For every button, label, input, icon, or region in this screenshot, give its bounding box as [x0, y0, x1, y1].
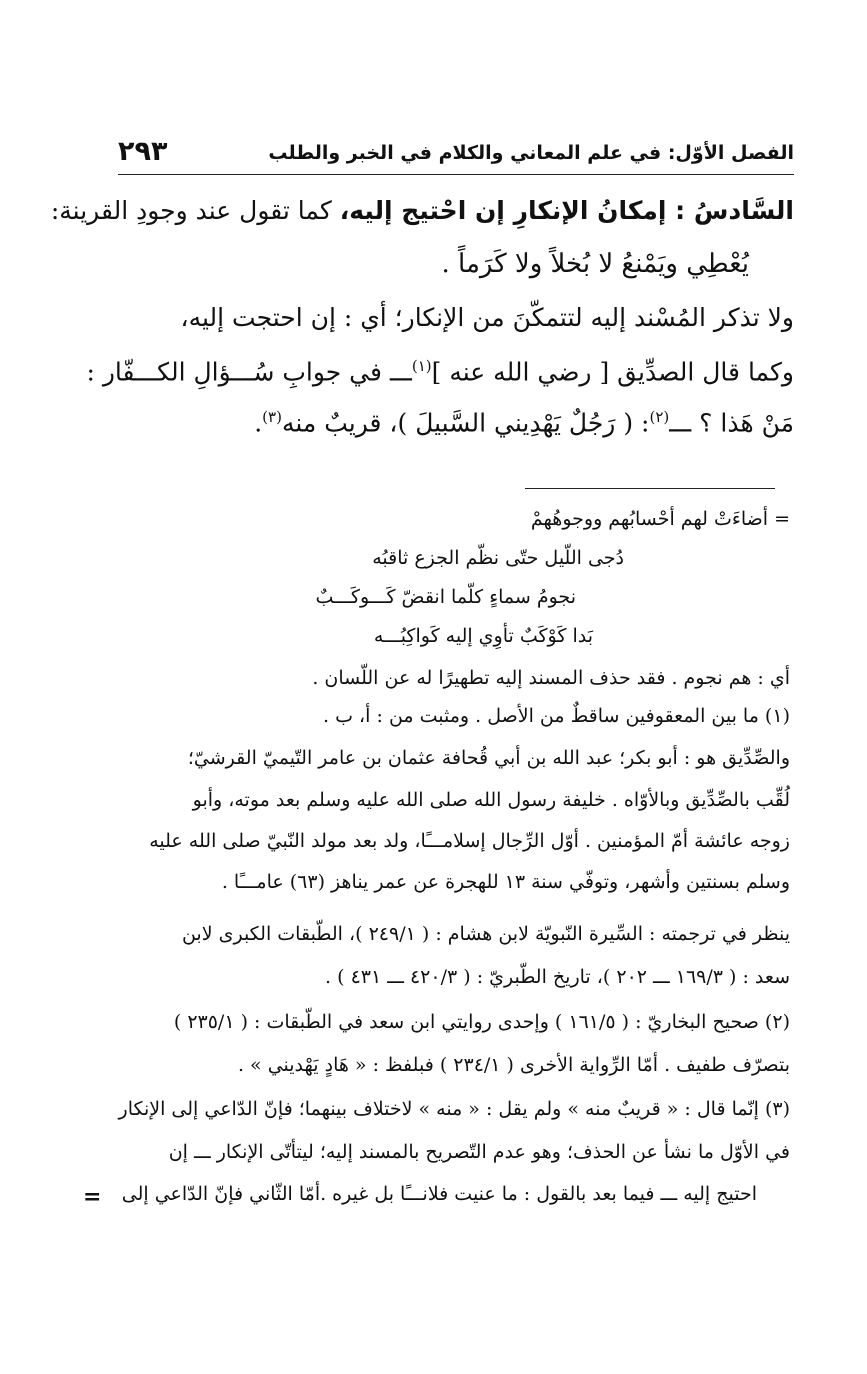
footnote-1-line-6: ينظر في ترجمته : السِّيرة النّبويّة لابن هشام : ( ٢٤٩/١ )، الطّبقات الكبرى لابن [181, 923, 790, 945]
footnote-1-line-4: زوجه عائشة أمّ المؤمنين . أوّل الرِّجال إسلامـــًا، ولد بعد مولد النّبيّ صلى الله عليه [149, 830, 790, 852]
main-line-5-a: مَنْ هَذا ؟ ـــ [669, 408, 794, 438]
footnote-text: أي : هم نجوم . فقد حذف المسند إليه تطهيرًا له عن اللّسان . [312, 667, 790, 689]
poem-line-3: بَدا كَوْكَبٌ تأوِي إليه كَواكِبُـــه [373, 625, 593, 647]
main-line-5 [254, 408, 794, 437]
footnote-1-line-3: لُقِّب بالصِّدِّيق وبالأوّاه . خليفة رسول الله صلى الله عليه وسلم بعد موته، وأبو [192, 789, 790, 811]
footnote-3-line-2: في الأوّل ما نشأ عن الحذف؛ وهو عدم التّصريح بالمسند إليه؛ ليتأتّى الإنكار ـــ إن [168, 1141, 790, 1163]
main-line-5-b: : ( رَجُلٌ يَهْدِيني السَّبيلَ )، قريبٌ منه [281, 408, 650, 438]
continued-mark: = [83, 1184, 102, 1210]
main-line-4-b: ـــ في جوابِ سُـــؤالِ الكـــفّار : [86, 357, 412, 387]
footnote-ref-3[interactable]: (٣) [262, 408, 282, 426]
footnote-separator [525, 488, 775, 489]
footnote-2-line-2: بتصرّف طفيف . أمّا الرِّواية الأخرى ( ٢٣٤/١ ) فبلفظ : « هَادٍ يَهْديني » . [237, 1054, 790, 1076]
footnote-1-line-5: وسلم بسنتين وأشهر، وتوفّي سنة ١٣ للهجرة عن عمر يناهز (٦٣) عامـــًا . [221, 871, 790, 893]
main-line-5-end: . [254, 408, 263, 438]
main-line-4 [86, 357, 794, 386]
main-line-4-a: وكما قال الصدِّيق [ رضي الله عنه ] [431, 357, 794, 387]
poem-line-1: دُجى اللّيل حتّى نظّم الجزع ثاقبُه [372, 547, 624, 569]
footnote-ref-2[interactable]: (٢) [649, 408, 670, 426]
footnote-3: (٣) إنّما قال : « قريبٌ منه » ولم يقل : « منه » لاختلاف بينهما؛ فإنّ الدّاعي إلى الإنكار [118, 1098, 790, 1120]
footnote-3-line-3: احتيج إليه ـــ فيما بعد بالقول : ما عنيت فلانـــًا بل غيره .أمّا الثّاني فإنّ الدّاعي إلى [121, 1183, 757, 1205]
poem-line-2: نجومُ سماءٍ كلّما انقضّ كَـــوكَـــبٌ [315, 586, 576, 608]
footnote-continuation-line: = أضاءَتْ لهم أحْسابُهم ووجوهُهمْ [530, 508, 790, 530]
main-line-1-rest: كما تقول عند وجودِ القرينة: [50, 196, 340, 225]
page-number: ٢٩٣ [118, 136, 168, 167]
main-line-3: ولا تذكر المُسْند إليه لتتمكّنَ من الإنكار؛ أي : إن احتجت إليه، [180, 303, 794, 332]
section-heading: السَّادسُ : إمكانُ الإنكارِ إن احْتيج إليه، [339, 196, 794, 225]
running-header [118, 138, 794, 174]
header-rule [118, 174, 794, 175]
verse-quote: يُعْطِي ويَمْنعُ لا بُخلاً ولا كَرَماً . [441, 249, 749, 279]
footnote-1-line-7: سعد : ( ١٦٩/٣ ـــ ٢٠٢ )، تاريخ الطّبريّ : ( ٤٢٠/٣ ـــ ٤٣١ ) . [325, 966, 790, 988]
footnote-1: (١) ما بين المعقوفين ساقطٌ من الأصل . ومثبت من : أ، ب . [323, 705, 790, 727]
footnote-ref-1[interactable]: (١) [411, 357, 432, 375]
main-line-1 [51, 196, 794, 225]
footnote-2: (٢) صحيح البخاريّ : ( ١٦١/٥ ) وإحدى روايتي ابن سعد في الطّبقات : ( ٢٣٥/١ ) [173, 1011, 790, 1033]
footnote-1-line-2: والصِّدِّيق هو : أبو بكر؛ عبد الله بن أبي قُحافة عثمان بن عامر التّيميّ القرشيّ؛ [187, 747, 790, 769]
chapter-title: الفصل الأوّل: في علم المعاني والكلام في الخبر والطلب [268, 142, 794, 164]
